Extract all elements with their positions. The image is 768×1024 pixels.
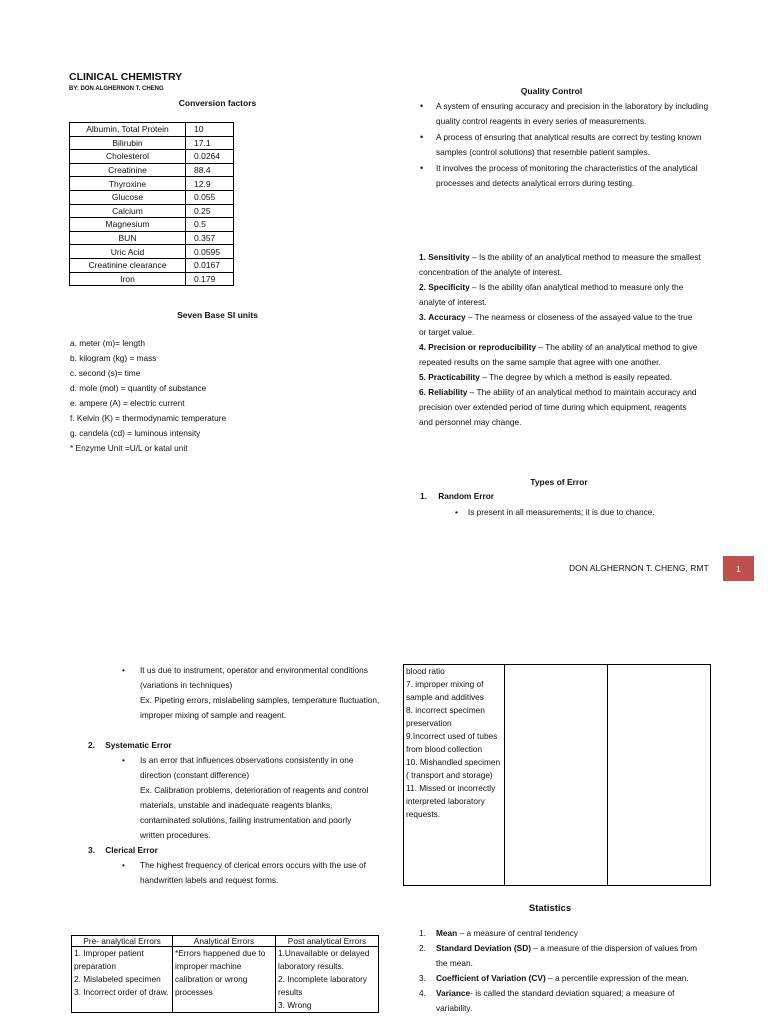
systematic-error-title: Systematic Error — [105, 740, 172, 750]
preanalytical-continued-text: blood ratio 7. improper mixing of sample and additives 8. incorrect specimen preservation 9.Incorrect used of tubes from blood collection 10. Mishandled specimen ( transport and storage) 11. Missed or incorrectly interpreted laboratory requests. — [406, 666, 501, 819]
definition-term: Mean — [436, 928, 458, 938]
definition-term: Sensitivity — [428, 252, 470, 262]
page-separator — [0, 612, 768, 658]
definition-number: 6. — [419, 387, 426, 397]
random-error-continued — [122, 663, 380, 723]
si-unit-item: e. ampere (A) = electric current — [70, 398, 185, 408]
conversion-factor: 0.357 — [186, 231, 234, 245]
conversion-analyte: Creatinine — [70, 163, 186, 177]
clerical-error-label — [88, 843, 158, 858]
quality-control-bullet: • It involves the process of monitoring the characteristics of the analytical processes and detects analytical errors during testing. — [420, 161, 710, 192]
analytical-continued-cell — [505, 665, 608, 886]
definition-text: – The ability of an analytical method to give repeated results on the same sample that agree with one another. — [419, 342, 698, 367]
conversion-factor: 88.4 — [186, 163, 234, 177]
types-of-error-heading: Types of Error — [530, 477, 588, 487]
conversion-analyte: Cholesterol — [70, 150, 186, 164]
definition-text: – The ability of an analytical method to maintain accuracy and precision over extended period of time during which equipment, reagents and personnel may change. — [419, 387, 697, 427]
bullet-icon: • — [122, 755, 125, 765]
conversion-row — [70, 177, 234, 191]
conversion-factor: 12.9 — [186, 177, 234, 191]
statistics-heading: Statistics — [528, 903, 572, 914]
definition-term: Standard Deviation (SD) — [436, 943, 531, 953]
definition-text: - is called the standard deviation squared; a measure of variability. — [436, 988, 675, 1013]
conversion-row — [70, 190, 234, 204]
definition-item — [419, 971, 701, 986]
preanalytical-text: 1. Improper patient preparation 2. Mislabeled specimen 3. Incorrect order of draw. — [74, 948, 169, 997]
si-unit-item: b. kilogram (kg) = mass — [70, 353, 157, 363]
systematic-error-body — [122, 753, 374, 843]
systematic-error-number: 2. — [88, 740, 95, 750]
definition-number: 5. — [419, 372, 426, 382]
definition-text: – a measure of the dispersion of values from the mean. — [436, 943, 697, 968]
bullet-icon: • — [455, 507, 458, 517]
conversion-factor: 0.25 — [186, 204, 234, 218]
preanalytical-continued-cell — [404, 665, 505, 886]
systematic-error-example: Ex. Calibration problems, deterioration of reagents and control materials, unstable and inadequate reagents blanks, contaminated solutions, failing instrumentation and poorly written procedures. — [140, 785, 369, 840]
postanalytical-text: 1.Unavailable or delayed laboratory results. 2. Incomplete laboratory results 3. Wrong — [278, 948, 370, 1010]
conversion-analyte: Glucose — [70, 190, 186, 204]
conversion-row — [70, 231, 234, 245]
conversion-analyte: Bilirubin — [70, 136, 186, 150]
clerical-error-body — [122, 858, 374, 888]
definition-text: – a percentile expression of the mean. — [545, 973, 689, 983]
conversion-table — [69, 122, 234, 286]
si-unit-item: d. mole (mol) = quantity of substance — [70, 383, 207, 393]
definition-term: Reliability — [428, 387, 468, 397]
conversion-analyte: Magnesium — [70, 218, 186, 232]
conversion-analyte: Uric Acid — [70, 245, 186, 259]
conversion-factor: 0.5 — [186, 218, 234, 232]
definition-term: Accuracy — [428, 312, 466, 322]
document-title: CLINICAL CHEMISTRY — [69, 71, 183, 83]
si-units-list — [70, 336, 226, 456]
analytical-text: *Errors happened due to improper machine calibration or wrong processes — [175, 948, 266, 997]
author-byline: BY: DON ALGHERNON T. CHENG — [69, 86, 164, 92]
random-error-label — [420, 489, 494, 504]
si-unit-item: a. meter (m)= length — [70, 338, 145, 348]
definition-text: – The nearness or closeness of the assayed value to the true or target value. — [419, 312, 693, 337]
statistics-list — [419, 926, 701, 1016]
definition-number: 3. — [419, 973, 426, 983]
conversion-analyte: Creatinine clearance — [70, 258, 186, 272]
conversion-factor: 0.179 — [186, 272, 234, 286]
si-units-heading: Seven Base SI units — [177, 310, 258, 320]
clerical-error-title: Clerical Error — [105, 845, 158, 855]
definition-item — [419, 986, 701, 1016]
quality-control-list — [420, 99, 710, 191]
definition-item — [419, 340, 701, 370]
definition-term: Variance — [436, 988, 471, 998]
conversion-factor: 17.1 — [186, 136, 234, 150]
definition-number: 4. — [419, 988, 426, 998]
conversion-row — [70, 136, 234, 150]
conversion-analyte: Iron — [70, 272, 186, 286]
bullet-icon: • — [122, 860, 125, 870]
header-postanalytical: Post analytical Errors — [276, 936, 379, 947]
random-error-title: Random Error — [438, 491, 495, 501]
definition-number: 4. — [419, 342, 426, 352]
definition-text: – Is the ability of an analytical method to measure the smallest concentration of the analyte of interest. — [419, 252, 701, 277]
conversion-row — [70, 163, 234, 177]
definition-term: Practicability — [428, 372, 480, 382]
document-page-2 — [0, 658, 768, 1024]
error-table-continued — [403, 664, 711, 886]
quality-control-heading: Quality Control — [520, 86, 583, 96]
definition-item — [419, 250, 701, 280]
definition-number: 2. — [419, 282, 426, 292]
conversion-analyte: BUN — [70, 231, 186, 245]
definition-number: 1. — [419, 928, 426, 938]
conversion-factor: 0.0167 — [186, 258, 234, 272]
definition-item — [419, 385, 701, 430]
conversion-row — [70, 123, 234, 137]
header-preanalytical: Pre- analytical Errors — [72, 936, 173, 947]
definition-item — [419, 941, 701, 971]
quality-control-bullet: • A process of ensuring that analytical results are correct by testing known samples (control solutions) that resemble patient samples. — [420, 130, 710, 161]
conversion-factor: 10 — [186, 123, 234, 137]
clerical-error-number: 3. — [88, 845, 95, 855]
conversion-analyte: Calcium — [70, 204, 186, 218]
random-error-cause: It us due to instrument, operator and environmental conditions (variations in techniques) — [140, 665, 368, 690]
conversion-analyte: Albumin, Total Protein — [70, 123, 186, 137]
conversion-analyte: Thyroxine — [70, 177, 186, 191]
conversion-row — [70, 204, 234, 218]
definition-term: Specificity — [428, 282, 470, 292]
conversion-row — [70, 150, 234, 164]
bullet-icon: • — [122, 665, 125, 675]
si-unit-item: g. candela (cd) = luminous intensity — [70, 428, 201, 438]
definition-text: – Is the ability ofan analytical method to measure only the analyte of interest. — [419, 282, 684, 307]
definition-number: 3. — [419, 312, 426, 322]
definition-term: Precision or reproducibility — [428, 342, 537, 352]
definition-number: 2. — [419, 943, 426, 953]
conversion-heading: Conversion factors — [178, 98, 257, 108]
random-error-bullet-text: Is present in all measurements; it is due to chance. — [467, 507, 655, 517]
conversion-row — [70, 218, 234, 232]
definition-text: – The degree by which a method is easily repeated. — [479, 372, 673, 382]
conversion-row — [70, 272, 234, 286]
definition-number: 1. — [419, 252, 426, 262]
analytical-cell — [173, 947, 276, 1013]
random-error-number: 1. — [420, 491, 427, 501]
si-unit-item: * Enzyme Unit =U/L or katal unit — [70, 443, 188, 453]
definition-item — [419, 280, 701, 310]
si-unit-item: f. Kelvin (K) = thermodynamic temperature — [70, 413, 227, 423]
conversion-factor: 0.0595 — [186, 245, 234, 259]
definition-item — [419, 926, 701, 941]
postanalytical-continued-cell — [608, 665, 711, 886]
si-unit-item: c. second (s)= time — [70, 368, 141, 378]
definition-text: – a measure of central tendency — [457, 928, 579, 938]
header-analytical: Analytical Errors — [173, 936, 276, 947]
page-number-badge: 1 — [723, 556, 754, 581]
conversion-factor: 0.055 — [186, 190, 234, 204]
error-types-table — [71, 935, 379, 1013]
quality-control-bullet: • A system of ensuring accuracy and precision in the laboratory by including quality control reagents in every series of measurements. — [420, 99, 710, 130]
random-error-bullet — [455, 505, 725, 520]
definition-item — [419, 310, 701, 340]
clerical-error-definition: The highest frequency of clerical errors occurs with the use of handwritten labels and request forms. — [140, 860, 366, 885]
definition-term: Coefficient of Variation (CV) — [436, 973, 546, 983]
footer-author: DON ALGHERNON T. CHENG, RMT — [569, 563, 709, 573]
postanalytical-cell — [276, 947, 379, 1013]
conversion-row — [70, 245, 234, 259]
random-error-example: Ex. Pipeting errors, mislabeling samples, temperature fluctuation, improper mixing of sample and reagent. — [140, 695, 380, 720]
qc-terms-list — [419, 250, 701, 430]
conversion-row — [70, 258, 234, 272]
systematic-error-label — [88, 738, 172, 753]
definition-item — [419, 370, 701, 385]
conversion-factor: 0.0264 — [186, 150, 234, 164]
systematic-error-definition: Is an error that influences observations consistently in one direction (constant difference) — [140, 755, 354, 780]
preanalytical-cell — [72, 947, 173, 1013]
